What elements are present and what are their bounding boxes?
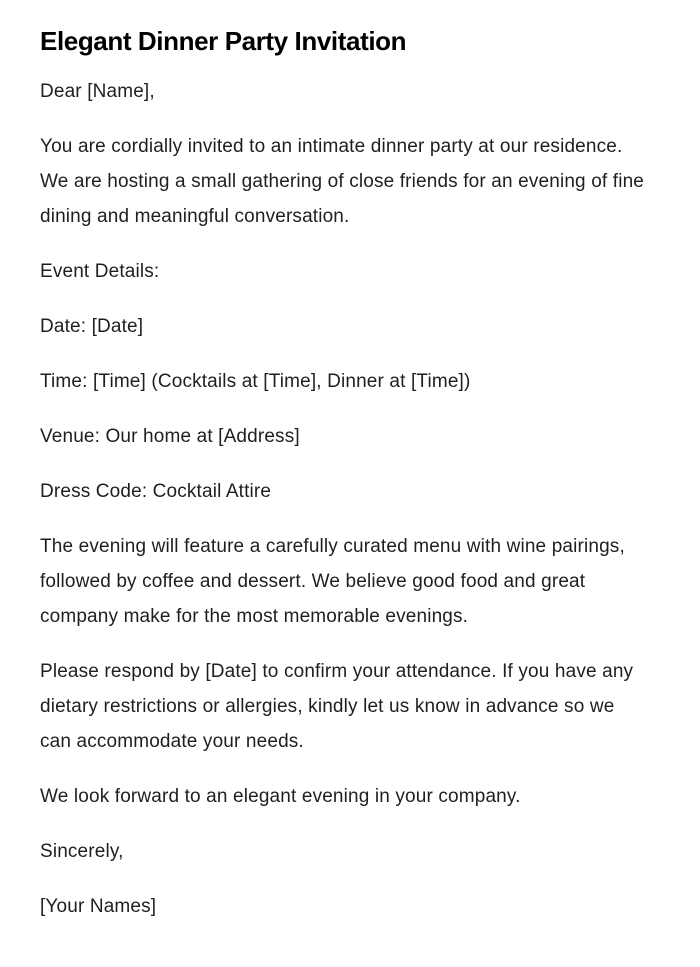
closing-paragraph: We look forward to an elegant evening in your company. [40,786,521,807]
signoff-line: Sincerely, [40,841,124,862]
greeting-line: Dear [Name], [40,81,155,102]
detail-venue: Venue: Our home at [Address] [40,426,300,447]
menu-paragraph: The evening will feature a carefully curated menu with wine pairings, followed by coffee and dessert. We believe good food and great company make for the most memorable evenings. [40,536,625,627]
signature-line: [Your Names] [40,896,157,917]
detail-dress-code: Dress Code: Cocktail Attire [40,481,272,502]
detail-date: Date: [Date] [40,316,144,337]
detail-time: Time: [Time] (Cocktails at [Time], Dinner at [Time]) [40,371,471,392]
event-details-label: Event Details: [40,261,160,282]
page-title: Elegant Dinner Party Invitation [40,26,407,56]
intro-paragraph: You are cordially invited to an intimate dinner party at our residence. We are hosting a small gathering of close friends for an evening of fine dining and meaningful conversation. [40,136,645,227]
rsvp-paragraph: Please respond by [Date] to confirm your attendance. If you have any dietary restrictions or allergies, kindly let us know in advance so we can accommodate your needs. [40,661,634,752]
